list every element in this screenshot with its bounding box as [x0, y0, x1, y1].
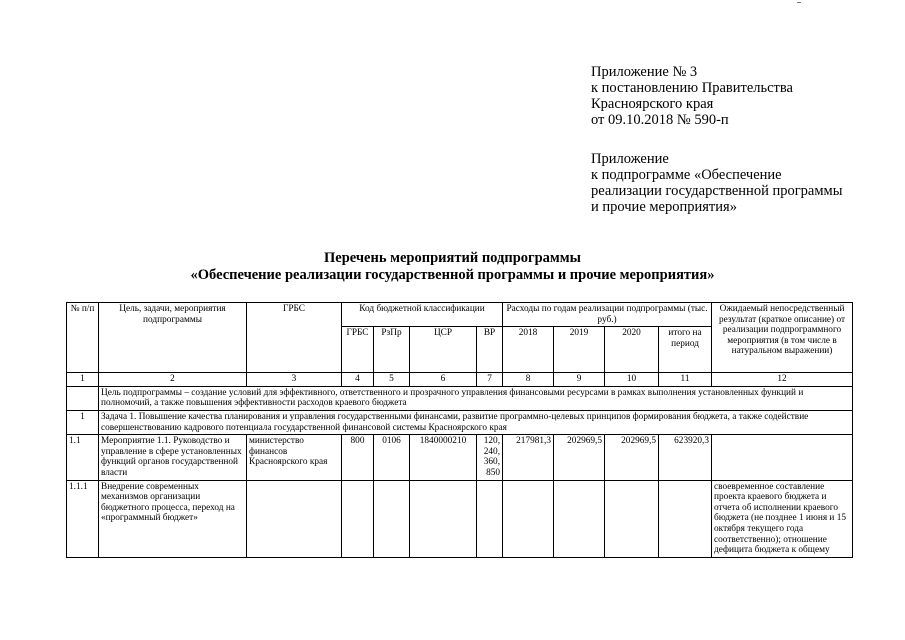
- task-text: Задача 1. Повышение качества планирования и управления государственными финансами, развитие программно-целевых принципов формирования бюджета, а также содействие совершенствованию кадрового потенциала государственной финансовой системы Красноярского края: [99, 410, 853, 434]
- table-row: [67, 435, 853, 480]
- appendix-3-line: Приложение № 3: [591, 64, 698, 80]
- column-number: 11: [659, 373, 712, 387]
- header-expected-result: Ожидаемый непосредственный результат (краткое описание) от реализации подпрограммного мероприятия (в том числе в натуральном выражении): [712, 303, 853, 373]
- header-budget-code: Код бюджетной классификации: [342, 303, 503, 327]
- row-2020: 202969,5: [605, 435, 659, 480]
- row-no: 1.1: [67, 435, 99, 480]
- header-row: [67, 303, 853, 327]
- row-rzpr: [374, 480, 410, 557]
- appendix-header: [591, 151, 842, 215]
- row-2018: 217981,3: [503, 435, 554, 480]
- row-2019: 202969,5: [554, 435, 605, 480]
- row-grbs: [342, 480, 374, 557]
- appendix-3-line: к постановлению Правительства: [591, 80, 793, 96]
- header-expenses: Расходы по годам реализации подпрограммы (тыс. руб.): [503, 303, 712, 327]
- subheader-vr: ВР: [477, 327, 503, 373]
- subheader-csr: ЦСР: [410, 327, 477, 373]
- row-vr: [477, 480, 503, 557]
- column-number: 4: [342, 373, 374, 387]
- column-number-row: [67, 373, 853, 387]
- column-number: 2: [99, 373, 247, 387]
- title-line-1: Перечень мероприятий подпрограммы: [324, 250, 581, 266]
- appendix-line: к подпрограмме «Обеспечение: [591, 167, 782, 183]
- row-vr: 120, 240, 360, 850: [477, 435, 503, 480]
- row-grbs-name: [247, 480, 342, 557]
- appendix-line: Приложение: [591, 151, 669, 167]
- column-number: 1: [67, 373, 99, 387]
- header-goal: Цель, задачи, мероприятия подпрограммы: [99, 303, 247, 373]
- task-row: [67, 410, 853, 434]
- row-no: 1.1.1: [67, 480, 99, 557]
- subheader-grbs: ГРБС: [342, 327, 374, 373]
- row-csr: 1840000210: [410, 435, 477, 480]
- row-grbs: 800: [342, 435, 374, 480]
- subheader-year-2019: 2019: [554, 327, 605, 373]
- table-row: [67, 480, 853, 557]
- subheader-rzpr: РзПр: [374, 327, 410, 373]
- subheader-total: итого на период: [659, 327, 712, 373]
- row-name: Мероприятие 1.1. Руководство и управление в сфере установленных функций органов государственной власти: [99, 435, 247, 480]
- column-number: 12: [712, 373, 853, 387]
- column-number: 9: [554, 373, 605, 387]
- column-number: 7: [477, 373, 503, 387]
- row-result: своевременное составление проекта краевого бюджета и отчета об исполнении краевого бюджета (не позднее 1 июня и 15 октября текущего года соответственно); отношение дефицита бюджета к общему: [712, 480, 853, 557]
- goal-row: [67, 386, 853, 410]
- row-result: [712, 435, 853, 480]
- appendix-line: реализации государственной программы: [591, 183, 843, 199]
- goal-text: Цель подпрограммы – создание условий для эффективного, ответственного и прозрачного управления финансовыми ресурсами в рамках выполнения установленных функций и полномочий, а также повышения эффективности расходов краевого бюджета: [99, 386, 853, 410]
- header-no: № п/п: [67, 303, 99, 373]
- appendix-3-header: [591, 64, 793, 128]
- goal-no-cell: [67, 386, 99, 410]
- document-title: [0, 250, 905, 284]
- appendix-3-line: Красноярского края: [591, 96, 714, 112]
- subheader-year-2018: 2018: [503, 327, 554, 373]
- appendix-line: и прочие мероприятия»: [591, 199, 737, 215]
- subheader-year-2020: 2020: [605, 327, 659, 373]
- row-2020: [605, 480, 659, 557]
- row-csr: [410, 480, 477, 557]
- title-line-2: «Обеспечение реализации государственной программы и прочие мероприятия»: [190, 267, 715, 283]
- row-rzpr: 0106: [374, 435, 410, 480]
- row-2019: [554, 480, 605, 557]
- row-total: 623920,3: [659, 435, 712, 480]
- row-name: Внедрение современных механизмов организации бюджетного процесса, переход на «программный бюджет»: [99, 480, 247, 557]
- header-grbs: ГРБС: [247, 303, 342, 373]
- column-number: 10: [605, 373, 659, 387]
- column-number: 5: [374, 373, 410, 387]
- scan-mark: [797, 2, 801, 3]
- column-number: 6: [410, 373, 477, 387]
- column-number: 8: [503, 373, 554, 387]
- measures-table: [66, 302, 853, 558]
- row-grbs-name: министерство финансов Красноярского края: [247, 435, 342, 480]
- appendix-3-line: от 09.10.2018 № 590-п: [591, 112, 729, 128]
- column-number: 3: [247, 373, 342, 387]
- task-no: 1: [67, 410, 99, 434]
- row-2018: [503, 480, 554, 557]
- row-total: [659, 480, 712, 557]
